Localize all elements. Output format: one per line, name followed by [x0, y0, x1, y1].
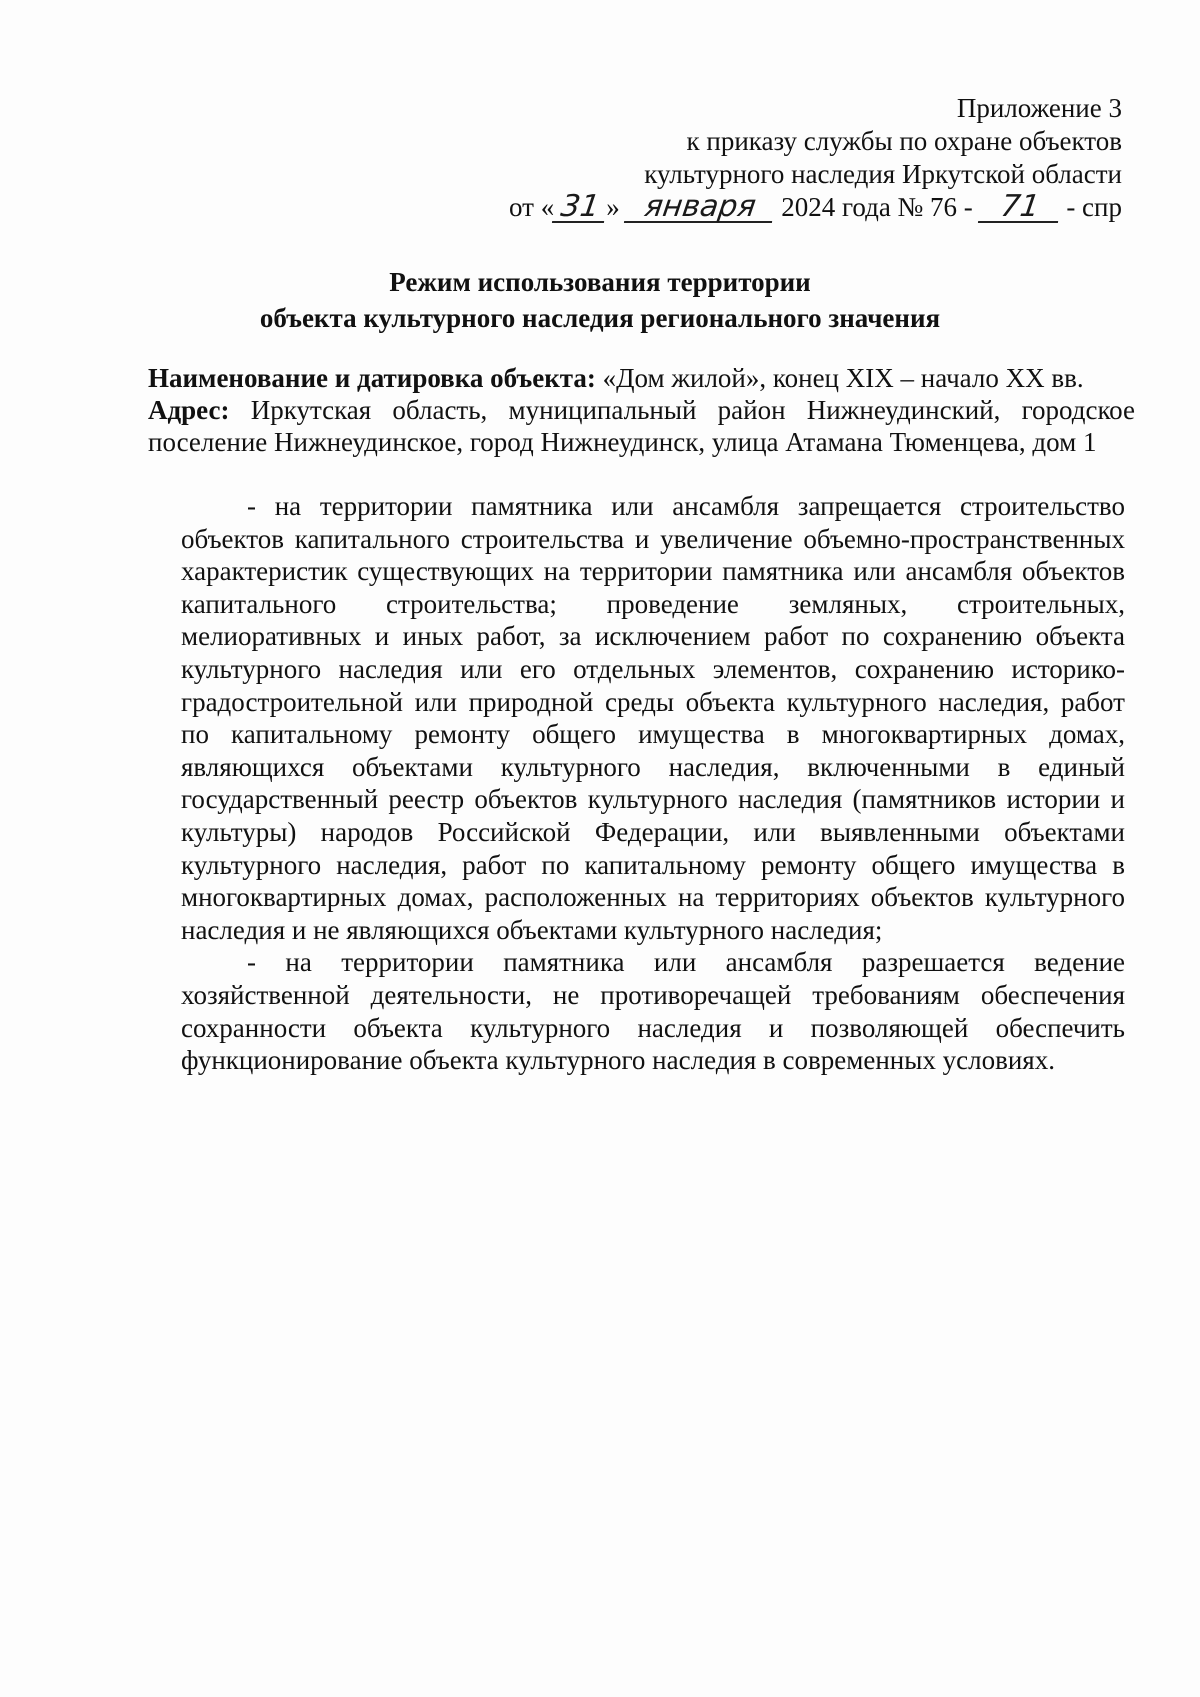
order-number-suffix: - спр [1066, 192, 1122, 222]
handwritten-day: 31 [552, 193, 608, 223]
regime-text [181, 490, 1125, 1077]
document-title [0, 264, 1200, 336]
title-line-1: Режим использования территории [389, 267, 811, 297]
permitted-paragraph: - на территории памятника или ансамбля разрешается ведение хозяйственной деятельности, не противоречащей требованиям обеспечения сохранности объекта культурного наследия и позволяющей обеспечить функционирование объекта культурного наследия в современных условиях. [181, 947, 1125, 1076]
date-suffix: 2024 года № 76 - [781, 192, 973, 222]
title-line-2: объекта культурного наследия регионального значения [259, 303, 941, 333]
appendix-number: Приложение 3 [956, 93, 1122, 123]
object-info [148, 362, 1135, 458]
date-prefix: от « [509, 192, 555, 222]
appendix-order-ref: к приказу службы по охране объектов [686, 126, 1122, 156]
appendix-date-line [422, 191, 1122, 224]
appendix-authority: культурного наследия Иркутской области [644, 159, 1122, 189]
handwritten-month: января [624, 193, 776, 223]
object-name-label: Наименование и датировка объекта: [148, 363, 596, 393]
object-name-value: «Дом жилой», конец XIX – начало XX вв. [602, 363, 1084, 393]
object-name-line [148, 362, 1135, 394]
prohibited-paragraph: - на территории памятника или ансамбля запрещается строительство объектов капитального строительства и увеличение объемно-пространственных характеристик существующих на территории памятника или ансамбля объектов капитального строительства; проведение земляных, строительных, мелиоративных и иных работ, за исключением работ по сохранению объекта культурного наследия или его отдельных элементов, сохранению историко-градостроительной или природной среды объекта культурного наследия, работ по капитальному ремонту общего имущества в многоквартирных домах, являющихся объектами культурного наследия, включенными в единый государственный реестр объектов культурного наследия (памятников истории и культуры) народов Российской Федерации, или выявленными объектами культурного наследия, работ по капитальному ремонту общего имущества в многоквартирных домах, расположенных на территориях объектов культурного наследия и не являющихся объектами культурного наследия; [181, 491, 1125, 945]
object-address-line [148, 394, 1135, 458]
date-mid: » [606, 192, 620, 222]
object-address-label: Адрес: [148, 395, 230, 425]
object-address-value: Иркутская область, муниципальный район Нижнеудинский, городское поселение Нижнеудинское, город Нижнеудинск, улица Атамана Тюменцева, дом 1 [148, 395, 1135, 457]
appendix-header [422, 92, 1122, 224]
handwritten-order-number: 71 [977, 193, 1061, 223]
